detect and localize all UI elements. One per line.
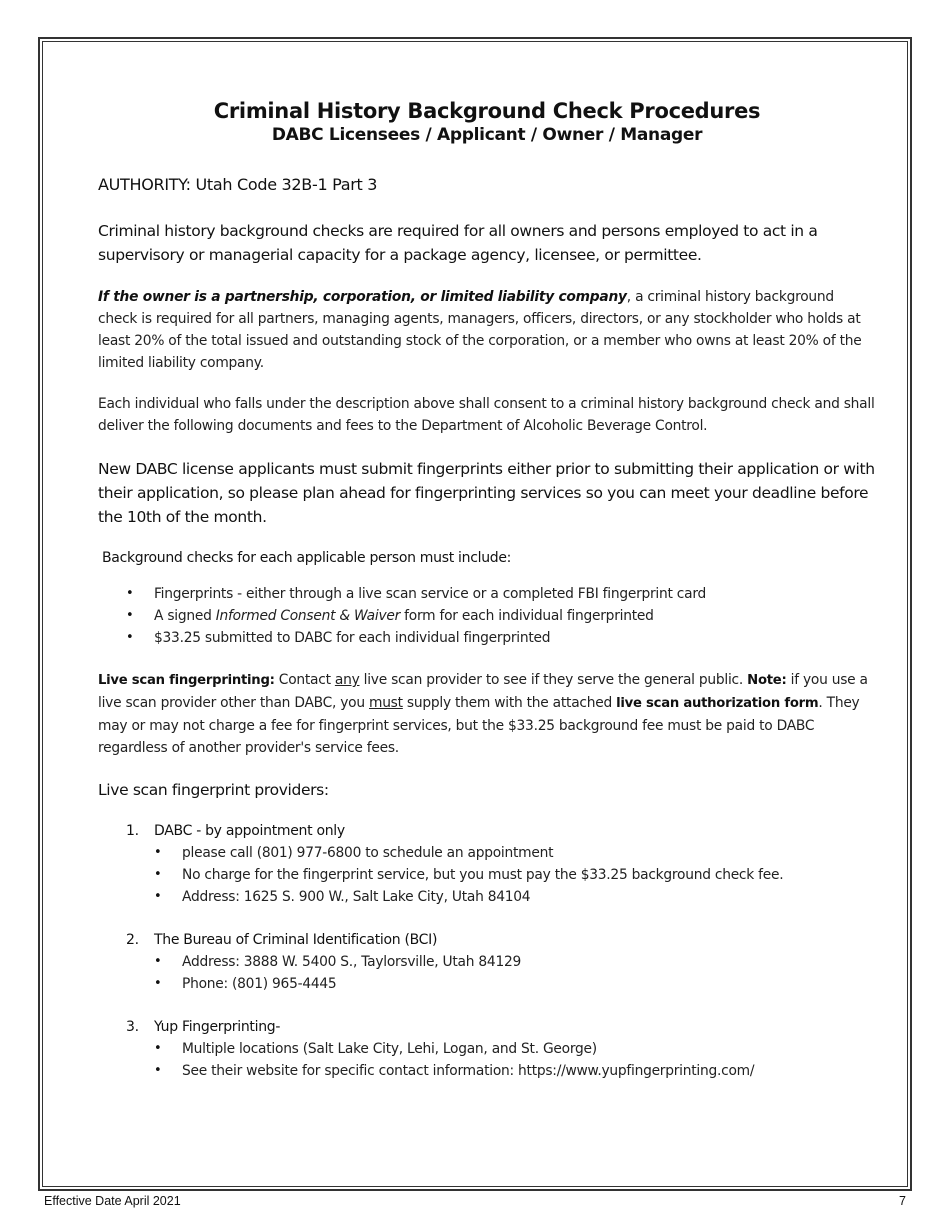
provider-name: Yup Fingerprinting- (154, 1019, 281, 1035)
ownership-text: , a criminal history background check is required for all partners, managing agents, managers, officers, directors, or any stockholder who holds at least 20% of the total issued and outstanding stock of the corporation, or a member who owns at least 20% of the limited liability company. (98, 289, 862, 371)
list-item-text: form for each individual fingerprinted (400, 608, 654, 624)
ownership-paragraph (98, 286, 876, 374)
list-item: • See their website for specific contact information: https://www.yupfingerprinting.com/ (182, 1060, 876, 1082)
document-subtitle: DABC Licensees / Applicant / Owner / Manager (271, 125, 703, 145)
provider-heading (98, 820, 876, 842)
provider-number: 3. (126, 1019, 139, 1035)
list-item: • Address: 3888 W. 5400 S., Taylorsville, Utah 84129 (182, 951, 876, 973)
ownership-emphasis: If the owner is a partnership, corporation, or limited liability company (98, 289, 627, 305)
live-scan-label: Live scan fingerprinting: (98, 673, 275, 688)
live-scan-text: supply them with the attached (402, 695, 617, 711)
include-list (98, 583, 876, 649)
provider-details (98, 951, 876, 995)
underlined-any: any (334, 672, 360, 688)
authorization-form-label: live scan authorization form (616, 696, 819, 711)
document-body (98, 96, 876, 1082)
live-scan-text: live scan provider to see if they serve the general public. (359, 672, 748, 688)
list-item: • No charge for the fingerprint service, but you must pay the $33.25 background check fee. (182, 864, 876, 886)
fingerprint-notice: New DABC license applicants must submit fingerprints either prior to submitting their application or with their application, so please plan ahead for fingerprinting services so you can meet your deadline before the 10th of the month. (98, 460, 875, 526)
provider-heading (98, 929, 876, 951)
providers-title: Live scan fingerprint providers: (98, 781, 329, 799)
provider-details (98, 1038, 876, 1082)
document-title: Criminal History Background Check Procedures (213, 99, 761, 123)
note-label: Note: (747, 673, 787, 688)
list-item (154, 605, 876, 627)
list-item-text: A signed (154, 608, 216, 624)
provider-number: 1. (126, 823, 139, 839)
page-footer (44, 1194, 906, 1212)
provider-details (98, 842, 876, 908)
provider-name: DABC - by appointment only (154, 823, 345, 839)
page-number: 7 (899, 1194, 906, 1208)
list-item: • Phone: (801) 965-4445 (182, 973, 876, 995)
live-scan-paragraph (98, 669, 876, 759)
effective-date: Effective Date April 2021 (44, 1194, 181, 1208)
underlined-must: must (369, 695, 403, 711)
consent-form-name: Informed Consent & Waiver (215, 608, 401, 624)
list-item: • Fingerprints - either through a live scan service or a completed FBI fingerprint card (154, 583, 876, 605)
provider-yup (98, 1016, 876, 1082)
authority-line: AUTHORITY: Utah Code 32B-1 Part 3 (98, 175, 378, 194)
include-label: Background checks for each applicable person must include: (102, 550, 512, 566)
requirement-paragraph: Criminal history background checks are required for all owners and persons employed to act in a supervisory or managerial capacity for a package agency, licensee, or permittee. (98, 222, 818, 264)
list-item: • please call (801) 977-6800 to schedule an appointment (182, 842, 876, 864)
provider-number: 2. (126, 932, 139, 948)
live-scan-text: . They may or may not charge a fee for fingerprint services, but the $33.25 background fee must be paid to DABC regardless of another provider's service fees. (98, 695, 860, 756)
provider-dabc (98, 820, 876, 908)
live-scan-text: Contact (274, 672, 335, 688)
list-item: • Address: 1625 S. 900 W., Salt Lake City, Utah 84104 (182, 886, 876, 908)
provider-name: The Bureau of Criminal Identification (BCI) (154, 932, 438, 948)
consent-paragraph: Each individual who falls under the description above shall consent to a criminal history background check and shall deliver the following documents and fees to the Department of Alcoholic Beverage Control. (98, 396, 875, 434)
live-scan-text: if you use a live scan provider other than DABC, you (98, 672, 868, 711)
list-item: • $33.25 submitted to DABC for each individual fingerprinted (154, 627, 876, 649)
list-item: • Multiple locations (Salt Lake City, Lehi, Logan, and St. George) (182, 1038, 876, 1060)
provider-bci (98, 929, 876, 995)
provider-heading (98, 1016, 876, 1038)
